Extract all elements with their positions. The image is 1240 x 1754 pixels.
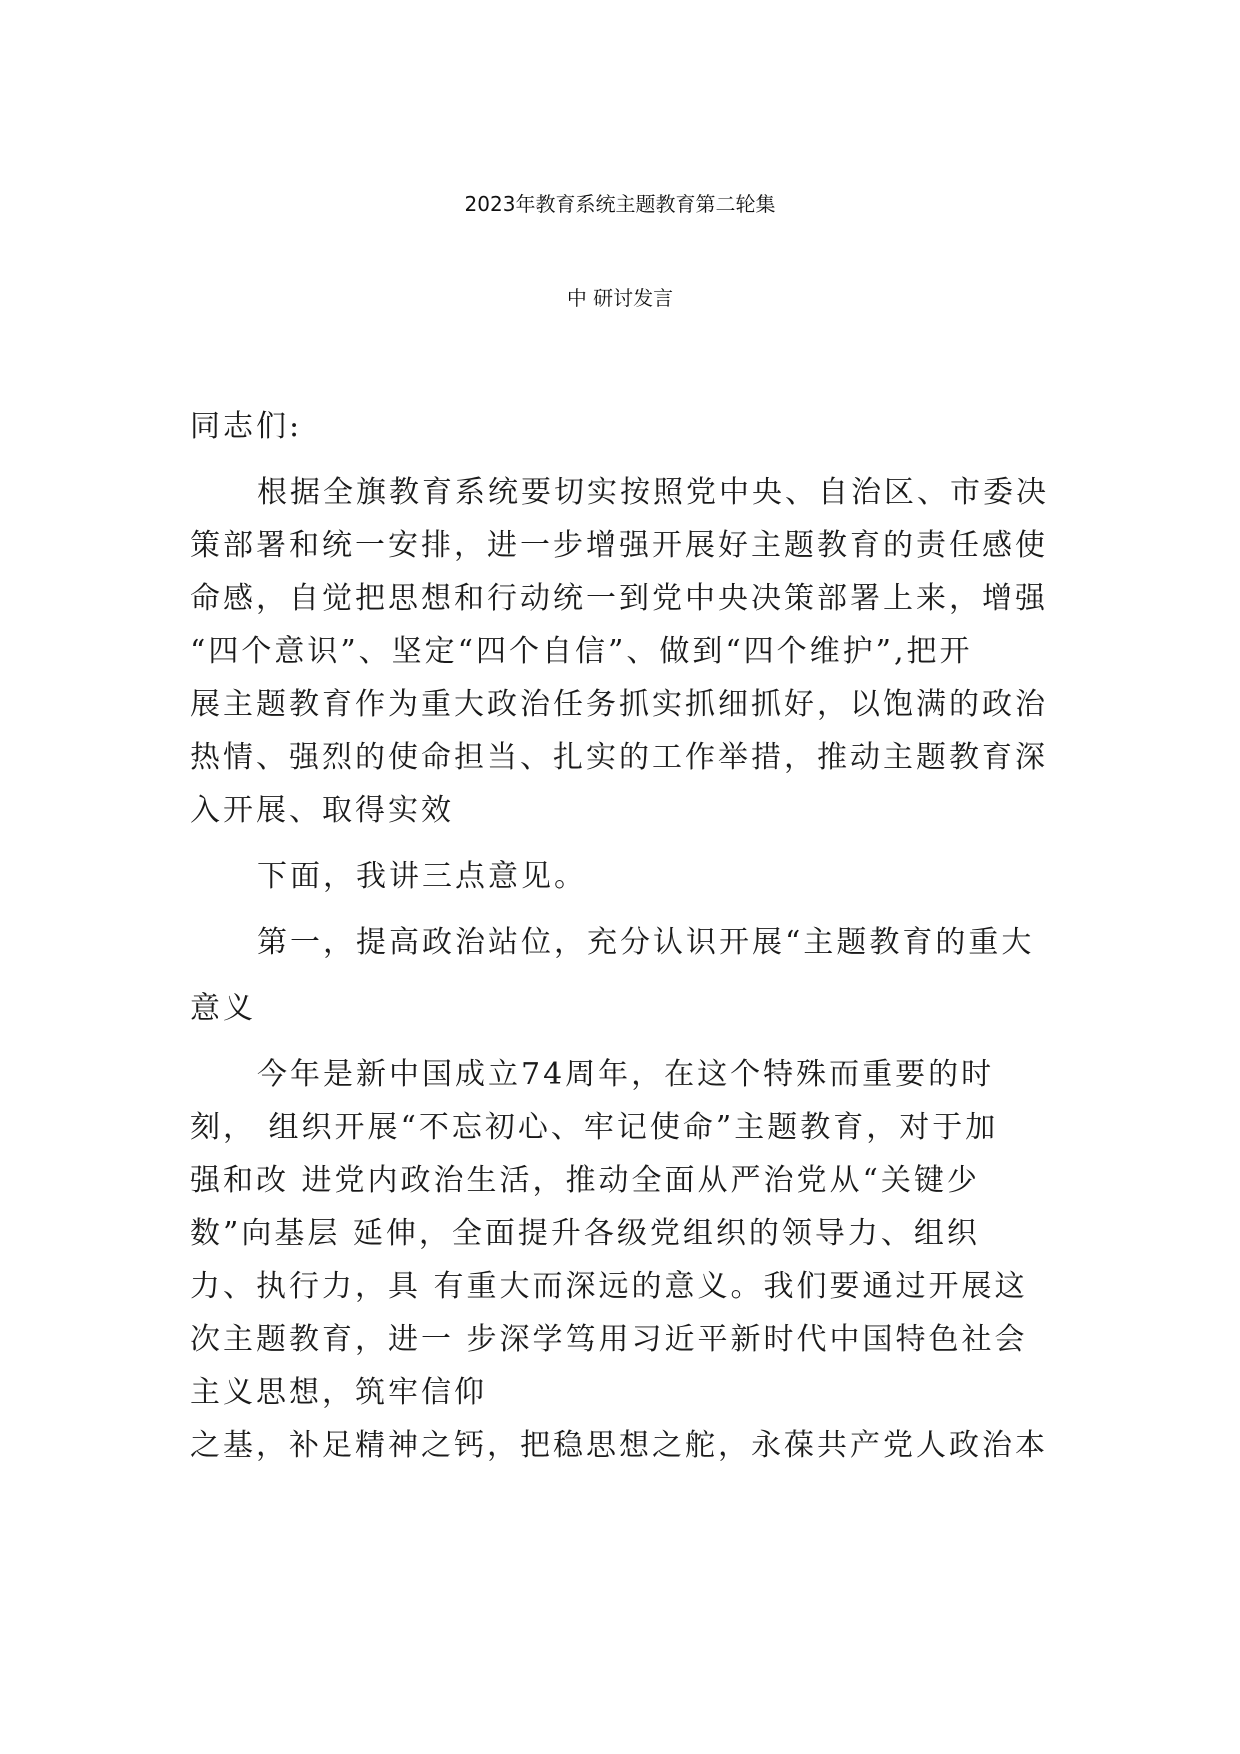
paragraph-line: 次主题教育，进一 步深学笃用习近平新时代中国特色社会 <box>190 1322 1028 1357</box>
paragraph-line: 入开展、取得实效 <box>190 793 454 828</box>
paragraph-line: 强和改 进党内政治生活，推动全面从严治党从“关键少 <box>190 1163 980 1198</box>
paragraph-line: 策部署和统一安排，进一步增强开展好主题教育的责任感使 <box>190 528 1048 563</box>
paragraph-line: 今年是新中国成立74周年，在这个特殊而重要的时 <box>257 1057 995 1092</box>
salutation: 同志们: <box>190 409 303 444</box>
paragraph-line: 展主题教育作为重大政治任务抓实抓细抓好，以饱满的政治 <box>190 687 1048 722</box>
section-heading-line: 第一，提高政治站位，充分认识开展“主题教育的重大 <box>257 925 1035 960</box>
paragraph-line: 刻， 组织开展“不忘初心、牢记使命”主题教育，对于加 <box>190 1110 999 1145</box>
document-title-line-2: 中 研讨发言 <box>566 286 674 310</box>
paragraph-line: 之基，补足精神之钙，把稳思想之舵，永葆共产党人政治本 <box>190 1428 1048 1463</box>
paragraph-line: 根据全旗教育系统要切实按照党中央、自治区、市委决 <box>257 475 1049 510</box>
paragraph-line: “四个意识”、坚定“四个自信”、做到“四个维护”,把开 <box>190 634 973 669</box>
paragraph-line: 命感，自觉把思想和行动统一到党中央决策部署上来，增强 <box>190 581 1048 616</box>
paragraph-line: 数”向基层 延伸，全面提升各级党组织的领导力、组织 <box>190 1216 980 1251</box>
paragraph-line: 下面，我讲三点意见。 <box>257 859 587 894</box>
paragraph-line: 主义思想，筑牢信仰 <box>190 1375 487 1410</box>
paragraph-line: 热情、强烈的使命担当、扎实的工作举措，推动主题教育深 <box>190 740 1048 775</box>
section-heading-line: 意义 <box>190 991 256 1026</box>
document-title-line-1: 2023年教育系统主题教育第二轮集 <box>464 192 776 216</box>
paragraph-line: 力、执行力，具 有重大而深远的意义。我们要通过开展这 <box>190 1269 1028 1304</box>
